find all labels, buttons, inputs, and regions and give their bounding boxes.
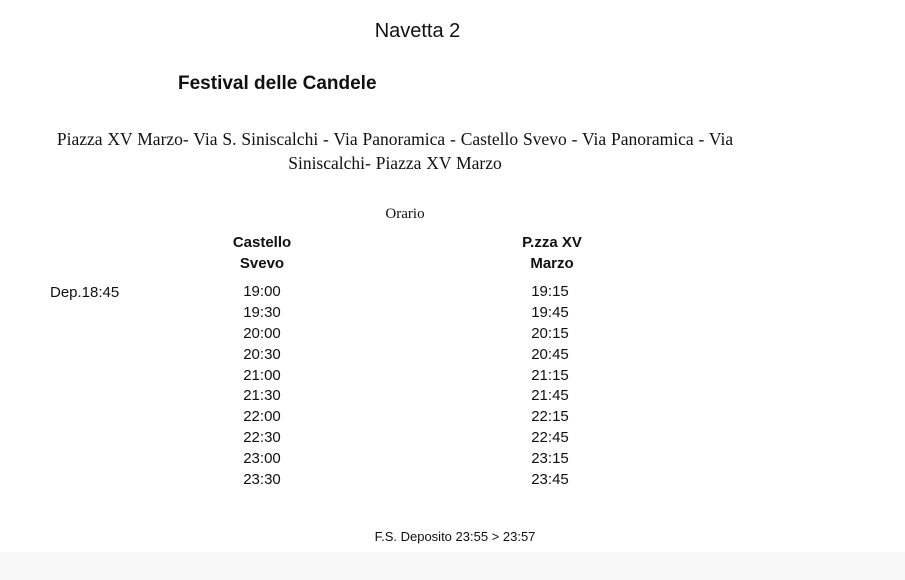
route-line-1: Piazza XV Marzo- Via S. Siniscalchi - Via Panoramica - Castello Svevo - Via Panoramica - Via <box>56 129 734 149</box>
time-entry: 21:00 <box>243 366 281 384</box>
time-entry: 21:30 <box>243 387 281 405</box>
castello-svevo-times <box>222 283 302 492</box>
footer-note: F.S. Deposito 23:55 > 23:57 <box>374 529 536 544</box>
time-entry: 22:45 <box>531 429 569 447</box>
column-header-line: P.zza XV <box>522 234 582 251</box>
time-entry: 19:00 <box>243 283 281 300</box>
time-entry: 23:15 <box>531 450 569 468</box>
event-title: Festival delle Candele <box>178 73 377 94</box>
time-entry: 19:45 <box>531 303 569 321</box>
column-header-piazza-xv-marzo <box>497 232 607 274</box>
time-entry: 19:15 <box>531 283 569 300</box>
piazza-xv-marzo-times <box>510 283 590 492</box>
time-entry: 23:00 <box>243 450 281 468</box>
time-entry: 20:00 <box>243 324 281 342</box>
time-entry: 23:30 <box>243 471 281 489</box>
time-entry: 23:45 <box>531 471 569 489</box>
time-entry: 20:30 <box>243 345 281 363</box>
time-entry: 22:15 <box>531 408 569 426</box>
route-description <box>20 127 770 175</box>
time-entry: 20:45 <box>531 345 569 363</box>
time-entry: 20:15 <box>531 324 569 342</box>
time-entry: 21:45 <box>531 387 569 405</box>
route-line-2: Siniscalchi- Piazza XV Marzo <box>288 153 502 173</box>
time-entry: 22:00 <box>243 408 281 426</box>
time-entry: 21:15 <box>531 366 569 384</box>
column-header-line: Castello <box>232 234 292 251</box>
departure-note: Dep.18:45 <box>50 284 120 301</box>
schedule-label: Orario <box>385 206 425 222</box>
column-header-line: Marzo <box>530 255 574 272</box>
page-margin-right <box>815 0 905 552</box>
column-header-castello-svevo <box>212 232 312 274</box>
document-title: Navetta 2 <box>374 20 461 42</box>
page-margin-bottom <box>0 552 905 580</box>
column-header-line: Svevo <box>239 255 285 272</box>
time-entry: 19:30 <box>243 303 281 321</box>
time-entry: 22:30 <box>243 429 281 447</box>
